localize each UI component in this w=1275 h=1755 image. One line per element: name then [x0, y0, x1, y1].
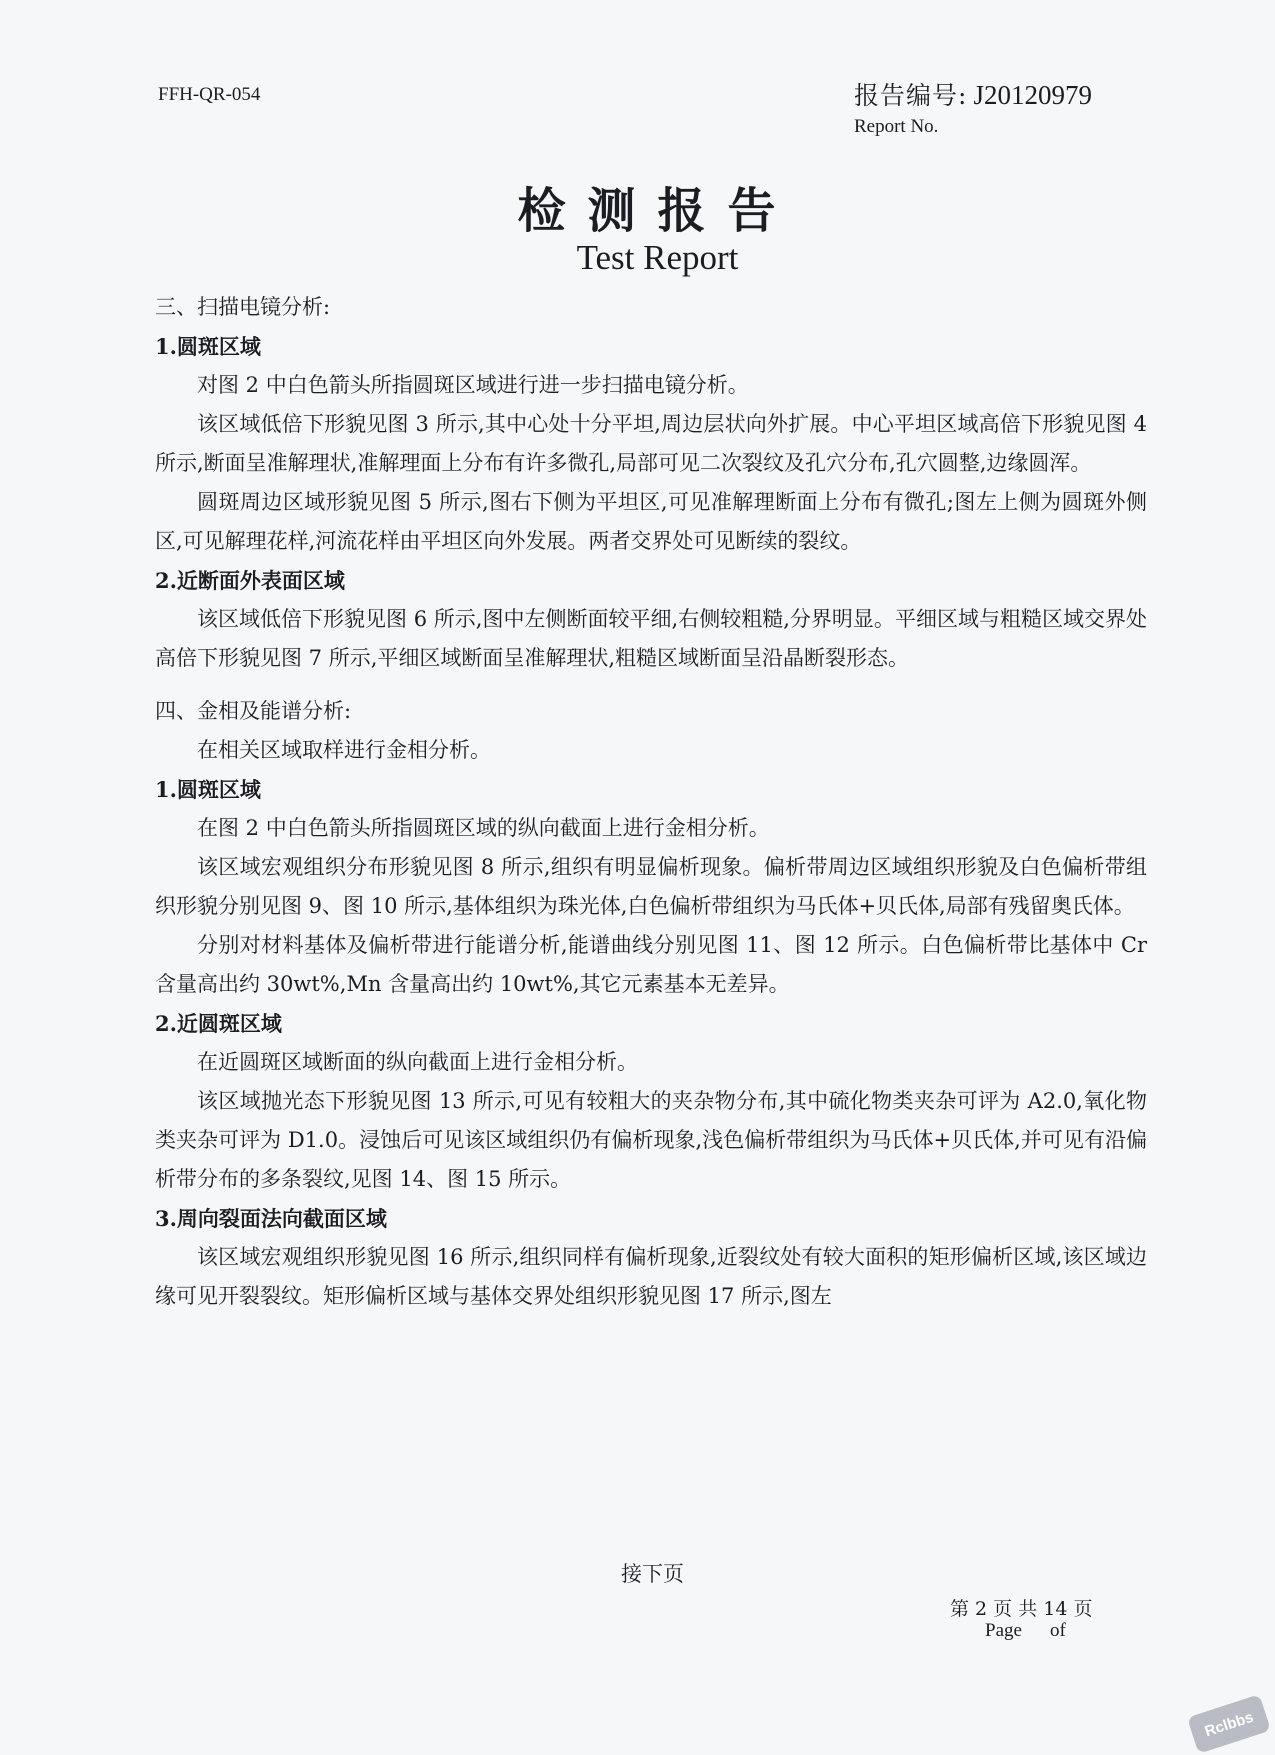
- section-spacer: [155, 678, 1147, 692]
- section-4-2-heading: 2.近圆斑区域: [155, 1011, 282, 1036]
- section-4-2-paragraph-1: 在近圆斑区域断面的纵向截面上进行金相分析。: [197, 1050, 638, 1074]
- section-3-2-heading: 2.近断面外表面区域: [155, 568, 345, 593]
- of-label: of: [1049, 1620, 1066, 1641]
- section-3-1-paragraph-1: 对图 2 中白色箭头所指圆斑区域进行进一步扫描电镜分析。: [197, 373, 749, 397]
- section-4-2-paragraph-2: 该区域抛光态下形貌见图 13 所示,可见有较粗大的夹杂物分布,其中硫化物类夹杂可评为 A2.0,氧化物类夹杂可评为 D1.0。浸蚀后可见该区域组织仍有偏析现象,浅色偏析带组织为马氏体+贝氏体,并可见有沿偏析带分布的多条裂纹,见图 14、图 15 所示。: [155, 1089, 1147, 1191]
- title-chinese: 检测报告: [517, 183, 798, 239]
- section-3-heading: 三、扫描电镜分析:: [155, 295, 331, 319]
- section-4-3-heading: 3.周向裂面法向截面区域: [155, 1206, 387, 1231]
- form-code: FFH-QR-054: [158, 84, 261, 105]
- report-number-label-en: Report No.: [854, 116, 939, 137]
- page-count: 第 2 页 共 14 页: [950, 1598, 1093, 1620]
- section-3-2-paragraph-1: 该区域低倍下形貌见图 6 所示,图中左侧断面较平细,右侧较粗糙,分界明显。平细区域与粗糙区域交界处高倍下形貌见图 7 所示,平细区域断面呈准解理状,粗糙区域断面呈沿晶断裂形态。: [155, 607, 1147, 670]
- section-3-1-paragraph-3: 圆斑周边区域形貌见图 5 所示,图右下侧为平坦区,可见准解理断面上分布有微孔;图左上侧为圆斑外侧区,可见解理花样,河流花样由平坦区向外发展。两者交界处可见断续的裂纹。: [155, 490, 1147, 553]
- section-4-3-paragraph-1: 该区域宏观组织形貌见图 16 所示,组织同样有偏析现象,近裂纹处有较大面积的矩形偏析区域,该区域边缘可见开裂裂纹。矩形偏析区域与基体交界处组织形貌见图 17 所示,图左: [155, 1245, 1147, 1308]
- report-number-value: J20120979: [973, 80, 1092, 110]
- page-count-english: [985, 1620, 1066, 1642]
- section-3-1-paragraph-2: 该区域低倍下形貌见图 3 所示,其中心处十分平坦,周边层状向外扩展。中心平坦区域高倍下形貌见图 4 所示,断面呈准解理状,准解理面上分布有许多微孔,局部可见二次裂纹及孔穴分布,孔穴圆整,边缘圆浑。: [155, 412, 1147, 475]
- section-4-1-paragraph-2: 该区域宏观组织分布形貌见图 8 所示,组织有明显偏析现象。偏析带周边区域组织形貌及白色偏析带组织形貌分别见图 9、图 10 所示,基体组织为珠光体,白色偏析带组织为马氏体+贝氏体,局部有残留奥氏体。: [155, 855, 1147, 918]
- section-4-intro: 在相关区域取样进行金相分析。: [197, 738, 491, 762]
- report-number-block: [854, 76, 1092, 138]
- page-label: Page: [985, 1620, 1022, 1641]
- title-english: Test Report: [576, 238, 739, 277]
- report-number-label: 报告编号:: [854, 81, 968, 110]
- continued-note: 接下页: [621, 1562, 684, 1586]
- report-body: [155, 288, 1147, 1316]
- section-4-1-paragraph-3: 分别对材料基体及偏析带进行能谱分析,能谱曲线分别见图 11、图 12 所示。白色偏析带比基体中 Cr 含量高出约 30wt%,Mn 含量高出约 10wt%,其它元素基本无差异。: [155, 933, 1147, 996]
- watermark-text: Rclbbs: [1202, 1708, 1256, 1741]
- watermark-logo-icon: [1187, 1694, 1271, 1754]
- section-4-1-heading: 1.圆斑区域: [155, 777, 261, 802]
- section-3-1-heading: 1.圆斑区域: [155, 334, 261, 359]
- section-4-1-paragraph-1: 在图 2 中白色箭头所指圆斑区域的纵向截面上进行金相分析。: [197, 816, 770, 840]
- section-4-heading: 四、金相及能谱分析:: [155, 699, 352, 723]
